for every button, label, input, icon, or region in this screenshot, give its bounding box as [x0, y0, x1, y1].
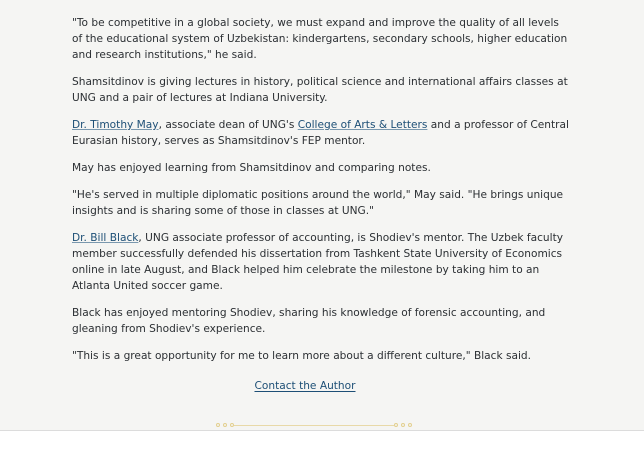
- paragraph-quote-education: "To be competitive in a global society, we must expand and improve the quality of all levels of the educational system of Uzbekistan: kindergartens, secondary schools, higher education and research institutions," he said.: [72, 17, 568, 61]
- paragraph-may-text-2: and a professor of Central Eurasian history, serves as Shamsitdinov's FEP mentor.: [72, 119, 569, 147]
- paragraph-black-mentor: [72, 230, 572, 294]
- divider-dots-left-icon: [216, 422, 234, 428]
- link-timothy-may[interactable]: Dr. Timothy May: [72, 119, 159, 131]
- paragraph-may-mentor: [72, 117, 572, 149]
- paragraph-may-quote: "He's served in multiple diplomatic positions around the world," May said. "He brings unique insights and is sharing some of those in classes at UNG.": [72, 189, 564, 217]
- paragraph-may-notes: May has enjoyed learning from Shamsitdinov and comparing notes.: [72, 162, 431, 174]
- paragraph-black-text: , UNG associate professor of accounting, is Shodiev's mentor. The Uzbek faculty member successfully defended his dissertation from Tashkent State University of Economics online in late August, and Black helped him celebrate the milestone by taking him to an Atlanta United soccer game.: [72, 232, 563, 292]
- contact-author-container: [0, 380, 610, 392]
- paragraph-lectures: Shamsitdinov is giving lectures in history, political science and international affairs classes at UNG and a pair of lectures at Indiana University.: [72, 76, 568, 104]
- link-bill-black[interactable]: Dr. Bill Black: [72, 232, 139, 244]
- page-bottom-rule: [0, 430, 644, 431]
- link-college-arts-letters[interactable]: College of Arts & Letters: [297, 119, 428, 131]
- divider-dots-right-icon: [394, 422, 412, 428]
- article-content: [72, 15, 572, 375]
- divider-line: [234, 425, 394, 426]
- contact-author-link[interactable]: Contact the Author: [254, 380, 356, 392]
- paragraph-may-text-1: , associate dean of UNG's: [158, 119, 298, 131]
- paragraph-black-quote: "This is a great opportunity for me to learn more about a different culture," Black said.: [72, 350, 532, 362]
- paragraph-black-enjoyed: Black has enjoyed mentoring Shodiev, sharing his knowledge of forensic accounting, and gleaning from Shodiev's experience.: [72, 307, 546, 335]
